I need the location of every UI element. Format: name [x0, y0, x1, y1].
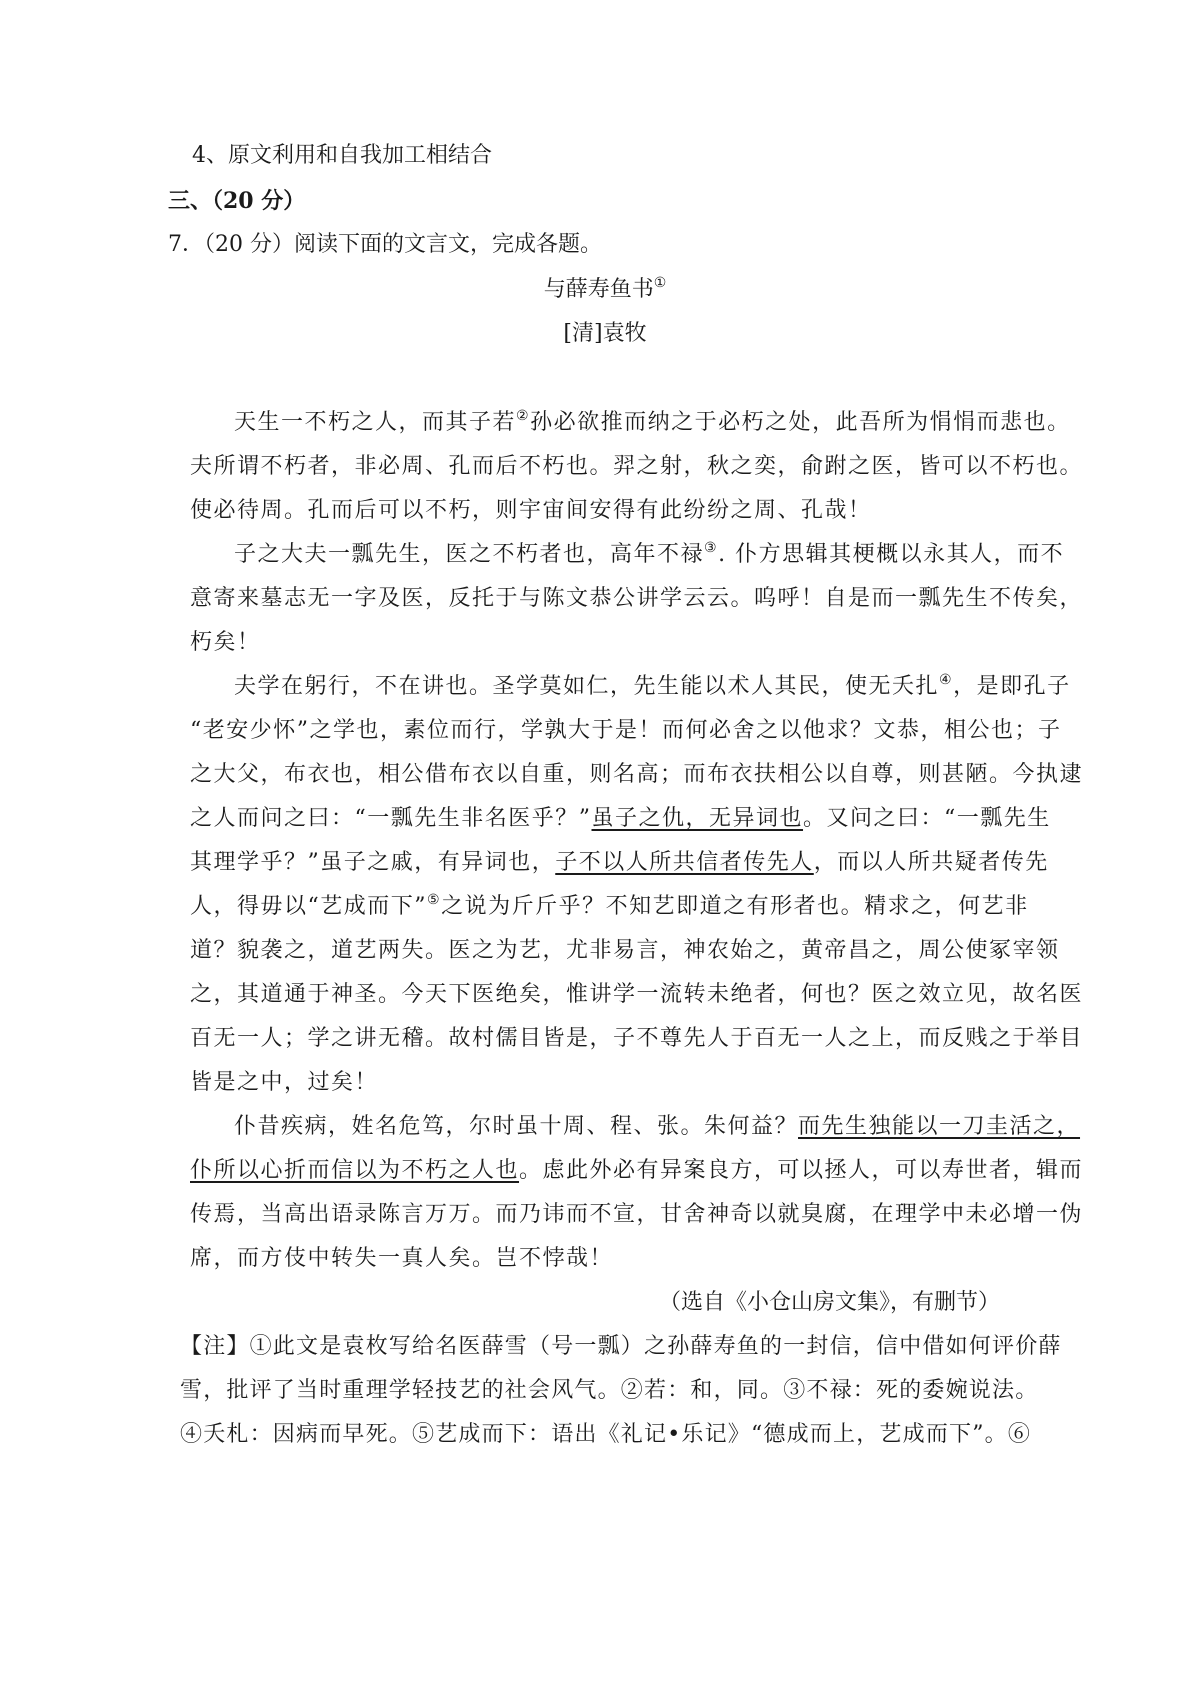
notes-line-2: 雪，批评了当时重理学轻技艺的社会风气。②若：和，同。③不禄：死的委婉说法。 — [180, 1378, 1039, 1403]
paragraph-2-line-3: 朽矣！ — [190, 630, 261, 655]
paragraph-3-line-9: 百无一人；学之讲无稽。故村儒目皆是，子不尊先人于百无一人之上，而反贱之于举目 — [190, 1026, 1084, 1051]
essay-author: [清]袁牧 — [563, 321, 647, 346]
footnote-mark: ④ — [939, 672, 954, 688]
underlined-sentence: 仆所以心折而信以为不朽之人也 — [190, 1158, 520, 1183]
paragraph-3-line-6: 人，得毋以“艺成而下”⑤之说为斤斤乎？不知艺即道之有形者也。精求之，何艺非 — [190, 892, 1029, 919]
footnote-mark: ① — [653, 275, 667, 291]
paragraph-3-line-5: 其理学乎？”虽子之戚，有异词也，子不以人所共信者传先人，而以人所共疑者传先 — [190, 850, 1049, 875]
list-item-4: 4、原文利用和自我加工相结合 — [192, 143, 492, 168]
paragraph-4-line-1: 仆昔疾病，姓名危笃，尔时虽十周、程、张。朱何益？而先生独能以一刀圭活之， — [234, 1114, 1081, 1139]
paragraph-4-line-3: 传焉，当高出语录陈言万万。而乃讳而不宣，甘舍神奇以就臭腐，在理学中未必增一伪 — [190, 1202, 1084, 1227]
footnote-mark: ⑤ — [427, 892, 442, 908]
underlined-sentence: 虽子之仇，无异词也 — [591, 806, 804, 831]
paragraph-3-line-7: 道？貌袭之，道艺两失。医之为艺，尤非易言，神农始之，黄帝昌之，周公使冢宰领 — [190, 938, 1060, 963]
paragraph-1-line-2: 夫所谓不朽者，非必周、孔而后不朽也。羿之射，秋之奕，俞跗之医，皆可以不朽也。 — [190, 454, 1084, 479]
paragraph-3-line-1: 夫学在躬行，不在讲也。圣学莫如仁，先生能以术人其民，使无夭扎④，是即孔子 — [234, 672, 1071, 699]
paragraph-3-line-2: “老安少怀”之学也，素位而行，学孰大于是！而何必舍之以他求？文恭，相公也；子 — [190, 718, 1062, 743]
notes-line-1: 【注】①此文是袁枚写给名医薛雪（号一瓢）之孙薛寿鱼的一封信，信中借如何评价薛 — [180, 1334, 1062, 1359]
paragraph-2-line-1: 子之大夫一瓢先生，医之不朽者也，高年不禄③. 仆方思辑其梗概以永其人，而不 — [234, 540, 1065, 567]
paragraph-3-line-8: 之，其道通于神圣。今天下医绝矣，惟讲学一流转未绝者，何也？医之效立见，故名医 — [190, 982, 1084, 1007]
underlined-sentence: 子不以人所共信者传先人 — [555, 850, 814, 875]
underlined-sentence: 而先生独能以一刀圭活之， — [798, 1114, 1081, 1139]
paragraph-1-line-1: 天生一不朽之人，而其子若②孙必欲推而纳之于必朽之处，此吾所为悁悁而悲也。 — [234, 408, 1071, 435]
footnote-mark: ③ — [704, 540, 719, 556]
paragraph-1-line-3: 使必待周。孔而后可以不朽，则宇宙间安得有此纷纷之周、孔哉！ — [190, 498, 872, 523]
document-page — [168, 0, 1084, 1698]
section-heading: 三、（20 分） — [168, 188, 306, 214]
source-citation: （选自《小仓山房文集》，有删节） — [658, 1290, 1000, 1315]
essay-title: 与薛寿鱼书① — [543, 275, 667, 302]
notes-line-3: ④夭札：因病而早死。⑤艺成而下：语出《礼记•乐记》“德成而上，艺成而下”。⑥ — [180, 1422, 1032, 1447]
paragraph-3-line-3: 之大父，布衣也，相公借布衣以自重，则名高；而布衣扶相公以自尊，则甚陋。今执逮 — [190, 762, 1084, 787]
paragraph-3-line-10: 皆是之中，过矣！ — [190, 1070, 379, 1095]
footnote-mark: ② — [516, 408, 531, 424]
paragraph-4-line-4: 席，而方伎中转失一真人矣。岂不悖哉！ — [190, 1246, 614, 1271]
question-prompt: 7．（20 分）阅读下面的文言文，完成各题。 — [168, 232, 602, 257]
paragraph-2-line-2: 意寄来墓志无一字及医，反托于与陈文恭公讲学云云。呜呼！自是而一瓢先生不传矣， — [190, 586, 1084, 611]
paragraph-4-line-2: 仆所以心折而信以为不朽之人也。虑此外必有异案良方，可以拯人，可以寿世者，辑而 — [190, 1158, 1084, 1183]
paragraph-3-line-4: 之人而问之曰：“一瓢先生非名医乎？”虽子之仇，无异词也。又问之曰：“一瓢先生 — [190, 806, 1051, 831]
